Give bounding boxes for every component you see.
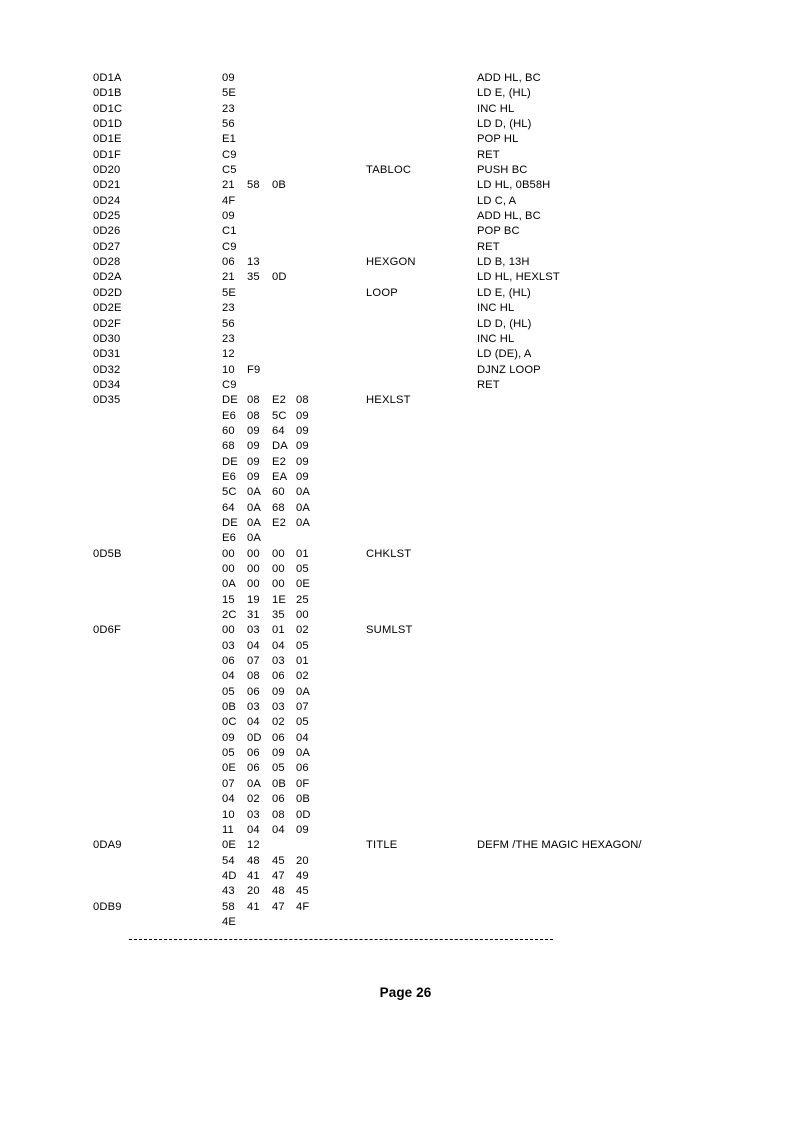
assembly-listing — [93, 71, 733, 930]
object-code-byte: 0E — [222, 839, 236, 852]
mnemonic-cell: INC HL — [477, 102, 515, 115]
object-code-byte: 10 — [222, 808, 235, 821]
page-footer — [0, 984, 793, 1002]
address-cell: 0D1C — [93, 102, 123, 115]
object-code-byte: 5E — [222, 87, 236, 100]
address-cell: 0D5B — [93, 547, 122, 560]
object-code-byte: 4F — [222, 194, 236, 207]
object-code-byte: 48 — [247, 854, 260, 867]
object-code-byte: F9 — [247, 363, 261, 376]
object-code-byte: 06 — [247, 685, 260, 698]
object-code-byte: 02 — [247, 793, 260, 806]
section-separator-rule — [129, 939, 553, 940]
listing-row — [93, 731, 733, 746]
listing-row — [93, 132, 733, 147]
listing-row — [93, 270, 733, 285]
symbol-label-cell: HEXLST — [366, 394, 411, 407]
mnemonic-cell: LD B, 13H — [477, 256, 530, 269]
object-code-byte: 0A — [247, 486, 261, 499]
object-code-byte: 0A — [247, 516, 261, 529]
listing-row — [93, 332, 733, 347]
object-code-byte: 20 — [247, 885, 260, 898]
object-code-byte: 10 — [222, 363, 235, 376]
listing-row — [93, 86, 733, 101]
object-code-byte: 03 — [272, 701, 285, 714]
mnemonic-cell: INC HL — [477, 302, 515, 315]
listing-row — [93, 746, 733, 761]
object-code-byte: 41 — [247, 869, 260, 882]
listing-row — [93, 669, 733, 684]
object-code-byte: 0E — [296, 578, 310, 591]
mnemonic-cell: LD E, (HL) — [477, 286, 531, 299]
mnemonic-cell: DJNZ LOOP — [477, 363, 541, 376]
listing-row — [93, 163, 733, 178]
listing-row — [93, 439, 733, 454]
object-code-byte: 5C — [222, 486, 237, 499]
listing-row — [93, 240, 733, 255]
listing-row — [93, 900, 733, 915]
listing-row — [93, 301, 733, 316]
listing-row — [93, 286, 733, 301]
address-cell: 0D1F — [93, 148, 121, 161]
object-code-byte: 13 — [247, 256, 260, 269]
address-cell: 0D31 — [93, 348, 121, 361]
object-code-byte: 48 — [272, 885, 285, 898]
object-code-byte: 09 — [247, 424, 260, 437]
object-code-byte: 12 — [247, 839, 260, 852]
listing-row — [93, 470, 733, 485]
address-cell: 0D25 — [93, 210, 121, 223]
object-code-byte: 56 — [222, 118, 235, 131]
object-code-byte: 09 — [247, 455, 260, 468]
mnemonic-cell: RET — [477, 378, 500, 391]
object-code-byte: 4E — [222, 915, 236, 928]
listing-row — [93, 792, 733, 807]
object-code-byte: E2 — [272, 516, 286, 529]
object-code-byte: 15 — [222, 593, 235, 606]
object-code-byte: 09 — [272, 685, 285, 698]
mnemonic-cell: LD E, (HL) — [477, 87, 531, 100]
object-code-byte: 08 — [247, 394, 260, 407]
listing-row — [93, 194, 733, 209]
object-code-byte: DA — [272, 440, 288, 453]
listing-row — [93, 577, 733, 592]
object-code-byte: 25 — [296, 593, 309, 606]
symbol-label-cell: HEXGON — [366, 256, 416, 269]
object-code-byte: 11 — [222, 823, 234, 836]
listing-row — [93, 915, 733, 930]
object-code-byte: 23 — [222, 332, 235, 345]
mnemonic-cell: RET — [477, 240, 500, 253]
object-code-byte: 1E — [272, 593, 286, 606]
symbol-label-cell: LOOP — [366, 286, 398, 299]
object-code-byte: 00 — [222, 624, 235, 637]
object-code-byte: 09 — [222, 731, 235, 744]
object-code-byte: 60 — [222, 424, 235, 437]
object-code-byte: 06 — [222, 256, 235, 269]
object-code-byte: 03 — [247, 808, 260, 821]
listing-row — [93, 501, 733, 516]
address-cell: 0D28 — [93, 256, 121, 269]
object-code-byte: E2 — [272, 455, 286, 468]
object-code-byte: 08 — [247, 409, 260, 422]
object-code-byte: 06 — [222, 655, 235, 668]
object-code-byte: 56 — [222, 317, 235, 330]
listing-row — [93, 547, 733, 562]
listing-row — [93, 102, 733, 117]
address-cell: 0D30 — [93, 332, 121, 345]
listing-row — [93, 531, 733, 546]
listing-row — [93, 562, 733, 577]
listing-row — [93, 485, 733, 500]
object-code-byte: 4D — [222, 869, 237, 882]
object-code-byte: 09 — [222, 210, 235, 223]
object-code-byte: 03 — [247, 701, 260, 714]
object-code-byte: 45 — [296, 885, 309, 898]
listing-row — [93, 823, 733, 838]
object-code-byte: 0B — [272, 179, 286, 192]
listing-row — [93, 347, 733, 362]
object-code-byte: E2 — [272, 394, 286, 407]
mnemonic-cell: DEFM /THE MAGIC HEXAGON/ — [477, 839, 642, 852]
address-cell: 0D35 — [93, 394, 121, 407]
listing-row — [93, 393, 733, 408]
listing-row — [93, 409, 733, 424]
listing-row — [93, 854, 733, 869]
object-code-byte: 54 — [222, 854, 235, 867]
object-code-byte: 58 — [247, 179, 260, 192]
object-code-byte: 09 — [296, 455, 309, 468]
address-cell: 0D34 — [93, 378, 121, 391]
object-code-byte: 07 — [222, 777, 235, 790]
object-code-byte: 00 — [296, 609, 309, 622]
object-code-byte: 04 — [272, 639, 285, 652]
object-code-byte: 49 — [296, 869, 309, 882]
address-cell: 0D27 — [93, 240, 121, 253]
listing-row — [93, 209, 733, 224]
address-cell: 0D24 — [93, 194, 121, 207]
listing-row — [93, 178, 733, 193]
object-code-byte: 0B — [296, 793, 310, 806]
object-code-byte: 5C — [272, 409, 287, 422]
object-code-byte: 00 — [272, 547, 285, 560]
mnemonic-cell: LD D, (HL) — [477, 118, 532, 131]
object-code-byte: 06 — [247, 762, 260, 775]
object-code-byte: 09 — [222, 72, 235, 84]
mnemonic-cell: LD C, A — [477, 194, 517, 207]
mnemonic-cell: ADD HL, BC — [477, 72, 541, 84]
object-code-byte: 45 — [272, 854, 285, 867]
object-code-byte: 00 — [247, 547, 260, 560]
object-code-byte: 0A — [247, 777, 261, 790]
object-code-byte: 21 — [222, 271, 235, 284]
object-code-byte: DE — [222, 394, 238, 407]
mnemonic-cell: INC HL — [477, 332, 515, 345]
listing-row — [93, 777, 733, 792]
mnemonic-cell: LD HL, HEXLST — [477, 271, 560, 284]
object-code-byte: 64 — [222, 501, 235, 514]
symbol-label-cell: TABLOC — [366, 164, 412, 177]
object-code-byte: 06 — [272, 731, 285, 744]
listing-row — [93, 516, 733, 531]
object-code-byte: 09 — [296, 823, 309, 836]
listing-row — [93, 715, 733, 730]
object-code-byte: 68 — [272, 501, 285, 514]
object-code-byte: 00 — [272, 578, 285, 591]
listing-row — [93, 224, 733, 239]
symbol-label-cell: TITLE — [366, 839, 398, 852]
mnemonic-cell: POP HL — [477, 133, 519, 146]
listing-row — [93, 363, 733, 378]
object-code-byte: E6 — [222, 470, 236, 483]
object-code-byte: 12 — [222, 348, 235, 361]
object-code-byte: 0A — [222, 578, 236, 591]
address-cell: 0D1D — [93, 118, 123, 131]
object-code-byte: 05 — [272, 762, 285, 775]
listing-row — [93, 869, 733, 884]
address-cell: 0D26 — [93, 225, 121, 238]
object-code-byte: 04 — [272, 823, 285, 836]
listing-row — [93, 685, 733, 700]
object-code-byte: 0B — [222, 701, 236, 714]
mnemonic-cell: RET — [477, 148, 500, 161]
object-code-byte: 64 — [272, 424, 285, 437]
listing-row — [93, 455, 733, 470]
object-code-byte: 0A — [296, 516, 310, 529]
address-cell: 0D2D — [93, 286, 123, 299]
object-code-byte: 35 — [272, 609, 285, 622]
object-code-byte: 08 — [296, 394, 309, 407]
listing-row — [93, 639, 733, 654]
object-code-byte: 0E — [222, 762, 236, 775]
listing-row — [93, 761, 733, 776]
object-code-byte: 0A — [296, 486, 310, 499]
object-code-byte: 03 — [222, 639, 235, 652]
object-code-byte: 0B — [272, 777, 286, 790]
object-code-byte: 04 — [247, 716, 260, 729]
object-code-byte: 09 — [296, 424, 309, 437]
object-code-byte: 43 — [222, 885, 235, 898]
object-code-byte: E6 — [222, 409, 236, 422]
object-code-byte: 06 — [296, 762, 309, 775]
object-code-byte: 00 — [222, 547, 235, 560]
object-code-byte: 06 — [272, 670, 285, 683]
object-code-byte: 05 — [222, 685, 235, 698]
object-code-byte: 35 — [247, 271, 260, 284]
listing-row — [93, 623, 733, 638]
address-cell: 0D20 — [93, 164, 121, 177]
object-code-byte: 58 — [222, 900, 235, 913]
address-cell: 0DB9 — [93, 900, 122, 913]
object-code-byte: 03 — [272, 655, 285, 668]
mnemonic-cell: PUSH BC — [477, 164, 528, 177]
object-code-byte: 02 — [296, 670, 309, 683]
listing-row — [93, 608, 733, 623]
address-cell: 0D32 — [93, 363, 121, 376]
object-code-byte: 04 — [296, 731, 309, 744]
object-code-byte: 00 — [247, 578, 260, 591]
object-code-byte: 0A — [296, 501, 310, 514]
object-code-byte: 02 — [296, 624, 309, 637]
listing-row — [93, 593, 733, 608]
listing-row — [93, 317, 733, 332]
object-code-byte: 07 — [296, 701, 309, 714]
address-cell: 0D2F — [93, 317, 121, 330]
object-code-byte: 68 — [222, 440, 235, 453]
object-code-byte: 4F — [296, 900, 310, 913]
object-code-byte: 23 — [222, 302, 235, 315]
object-code-byte: 09 — [296, 440, 309, 453]
object-code-byte: 09 — [247, 470, 260, 483]
mnemonic-cell: LD (DE), A — [477, 348, 532, 361]
object-code-byte: 23 — [222, 102, 235, 115]
object-code-byte: 05 — [296, 716, 309, 729]
object-code-byte: 2C — [222, 609, 237, 622]
object-code-byte: 0D — [247, 731, 262, 744]
address-cell: 0D6F — [93, 624, 121, 637]
object-code-byte: 04 — [247, 823, 260, 836]
object-code-byte: 0D — [296, 808, 311, 821]
object-code-byte: 08 — [247, 670, 260, 683]
listing-row — [93, 700, 733, 715]
mnemonic-cell: POP BC — [477, 225, 520, 238]
listing-row — [93, 654, 733, 669]
object-code-byte: 20 — [296, 854, 309, 867]
symbol-label-cell: SUMLST — [366, 624, 413, 637]
object-code-byte: 08 — [272, 808, 285, 821]
address-cell: 0D2A — [93, 271, 122, 284]
object-code-byte: 06 — [272, 793, 285, 806]
mnemonic-cell: ADD HL, BC — [477, 210, 541, 223]
object-code-byte: 09 — [272, 747, 285, 760]
object-code-byte: 00 — [222, 563, 235, 575]
listing-row — [93, 378, 733, 393]
object-code-byte: 0A — [247, 532, 261, 545]
object-code-byte: DE — [222, 516, 238, 529]
object-code-byte: 02 — [272, 716, 285, 729]
listing-row — [93, 117, 733, 132]
object-code-byte: C9 — [222, 148, 237, 161]
object-code-byte: 03 — [247, 624, 260, 637]
object-code-byte: 05 — [296, 563, 309, 575]
object-code-byte: 0A — [247, 501, 261, 514]
listing-row — [93, 424, 733, 439]
mnemonic-cell: LD HL, 0B58H — [477, 179, 551, 192]
listing-row — [93, 884, 733, 899]
object-code-byte: EA — [272, 470, 288, 483]
object-code-byte: 0A — [296, 747, 310, 760]
object-code-byte: 09 — [247, 440, 260, 453]
address-cell: 0D1E — [93, 133, 122, 146]
object-code-byte: 0A — [296, 685, 310, 698]
object-code-byte: 5E — [222, 286, 236, 299]
object-code-byte: 09 — [296, 470, 309, 483]
address-cell: 0D21 — [93, 179, 121, 192]
object-code-byte: C9 — [222, 378, 237, 391]
object-code-byte: 19 — [247, 593, 260, 606]
object-code-byte: C5 — [222, 164, 237, 177]
object-code-byte: 05 — [296, 639, 309, 652]
object-code-byte: E1 — [222, 133, 236, 146]
address-cell: 0D1A — [93, 72, 122, 84]
address-cell: 0DA9 — [93, 839, 122, 852]
object-code-byte: C1 — [222, 225, 237, 238]
object-code-byte: C9 — [222, 240, 237, 253]
object-code-byte: 04 — [247, 639, 260, 652]
object-code-byte: 05 — [222, 747, 235, 760]
object-code-byte: 60 — [272, 486, 285, 499]
object-code-byte: 09 — [296, 409, 309, 422]
object-code-byte: 0D — [272, 271, 287, 284]
object-code-byte: 04 — [222, 670, 235, 683]
object-code-byte: 47 — [272, 869, 285, 882]
object-code-byte: 00 — [272, 563, 285, 575]
object-code-byte: 04 — [222, 793, 235, 806]
listing-row — [93, 71, 733, 86]
address-cell: 0D2E — [93, 302, 122, 315]
page-number-label: Page 26 — [379, 985, 432, 1000]
object-code-byte: 01 — [296, 655, 309, 668]
listing-row — [93, 808, 733, 823]
object-code-byte: 00 — [247, 563, 260, 575]
address-cell: 0D1B — [93, 87, 122, 100]
object-code-byte: E6 — [222, 532, 236, 545]
object-code-byte: DE — [222, 455, 238, 468]
listing-row — [93, 838, 733, 853]
object-code-byte: 06 — [247, 747, 260, 760]
object-code-byte: 01 — [272, 624, 285, 637]
object-code-byte: 31 — [247, 609, 260, 622]
object-code-byte: 0C — [222, 716, 237, 729]
listing-row — [93, 148, 733, 163]
object-code-byte: 07 — [247, 655, 260, 668]
listing-row — [93, 255, 733, 270]
object-code-byte: 21 — [222, 179, 235, 192]
object-code-byte: 41 — [247, 900, 260, 913]
object-code-byte: 01 — [296, 547, 309, 560]
object-code-byte: 47 — [272, 900, 285, 913]
symbol-label-cell: CHKLST — [366, 547, 412, 560]
mnemonic-cell: LD D, (HL) — [477, 317, 532, 330]
object-code-byte: 0F — [296, 777, 310, 790]
